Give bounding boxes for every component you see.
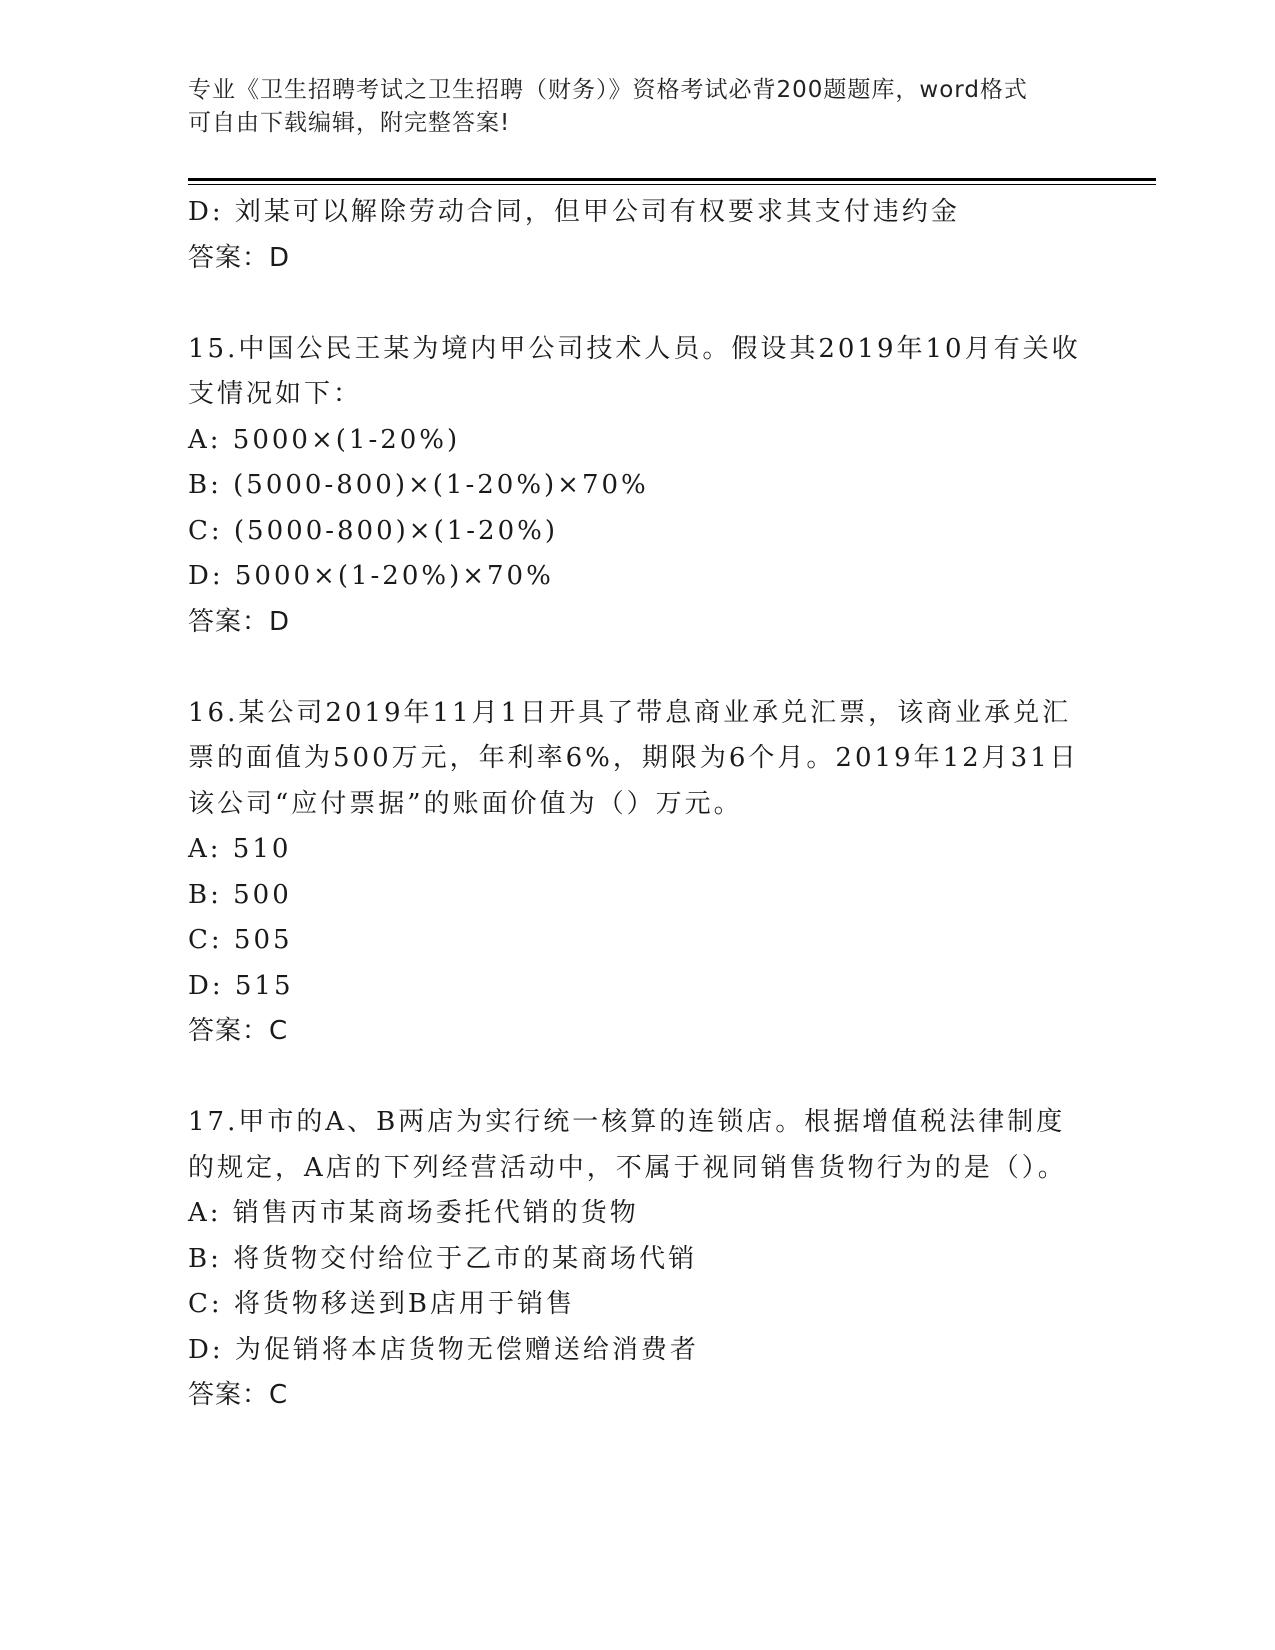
question-17 bbox=[188, 1100, 1088, 1419]
prev-question-tail bbox=[188, 190, 1088, 281]
spacer bbox=[188, 1055, 1088, 1101]
answer-line: 答案：C bbox=[188, 1380, 289, 1410]
question-stem-line: 17.甲市的A、B两店为实行统一核算的连锁店。根据增值税法律制度 bbox=[188, 1107, 1066, 1137]
question-15 bbox=[188, 327, 1088, 646]
option-c: C: 将货物移送到B店用于销售 bbox=[188, 1289, 576, 1319]
option-d: D: 515 bbox=[188, 970, 294, 1001]
question-stem-line: 的规定，A店的下列经营活动中，不属于视同销售货物行为的是（）。 bbox=[188, 1152, 1067, 1183]
spacer bbox=[188, 281, 1088, 327]
option-a: A: 510 bbox=[188, 834, 292, 864]
option-c: C: (5000-800)×(1-20%) bbox=[188, 515, 558, 546]
document-body bbox=[188, 190, 1088, 1419]
answer-line: 答案：D bbox=[188, 606, 291, 637]
question-stem-line: 票的面值为500万元，年利率6%，期限为6个月。2019年12月31日 bbox=[188, 743, 1079, 773]
option-b: B: 将货物交付给位于乙市的某商场代销 bbox=[188, 1243, 698, 1274]
question-stem-line: 16.某公司2019年11月1日开具了带息商业承兑汇票，该商业承兑汇 bbox=[188, 697, 1072, 728]
option-a: A: 销售丙市某商场委托代销的货物 bbox=[188, 1198, 639, 1228]
question-stem-line: 支情况如下： bbox=[188, 379, 363, 409]
header-rule-thin bbox=[188, 184, 1156, 185]
header-rule-thick bbox=[188, 178, 1156, 181]
question-stem-line: 15.中国公民王某为境内甲公司技术人员。假设其2019年10月有关收 bbox=[188, 333, 1081, 364]
option-c: C: 505 bbox=[188, 925, 293, 955]
header-line-1: 专业《卫生招聘考试之卫生招聘（财务）》资格考试必背200题题库，word格式 bbox=[188, 77, 1028, 103]
question-stem-line: 该公司“应付票据”的账面价值为（）万元。 bbox=[188, 788, 743, 819]
option-d: D: 刘某可以解除劳动合同，但甲公司有权要求其支付违约金 bbox=[188, 197, 960, 227]
option-d: D: 为促销将本店货物无偿赠送给消费者 bbox=[188, 1334, 699, 1365]
option-a: A: 5000×(1-20%) bbox=[188, 424, 461, 455]
option-b: B: (5000-800)×(1-20%)×70% bbox=[188, 470, 649, 500]
document-header bbox=[188, 74, 1088, 140]
option-d: D: 5000×(1-20%)×70% bbox=[188, 561, 554, 591]
header-line-2: 可自由下载编辑，附完整答案! bbox=[188, 110, 511, 136]
option-b: B: 500 bbox=[188, 879, 292, 910]
question-16 bbox=[188, 691, 1088, 1055]
spacer bbox=[188, 645, 1088, 691]
answer-line: 答案：D bbox=[188, 242, 291, 273]
answer-line: 答案：C bbox=[188, 1016, 289, 1046]
